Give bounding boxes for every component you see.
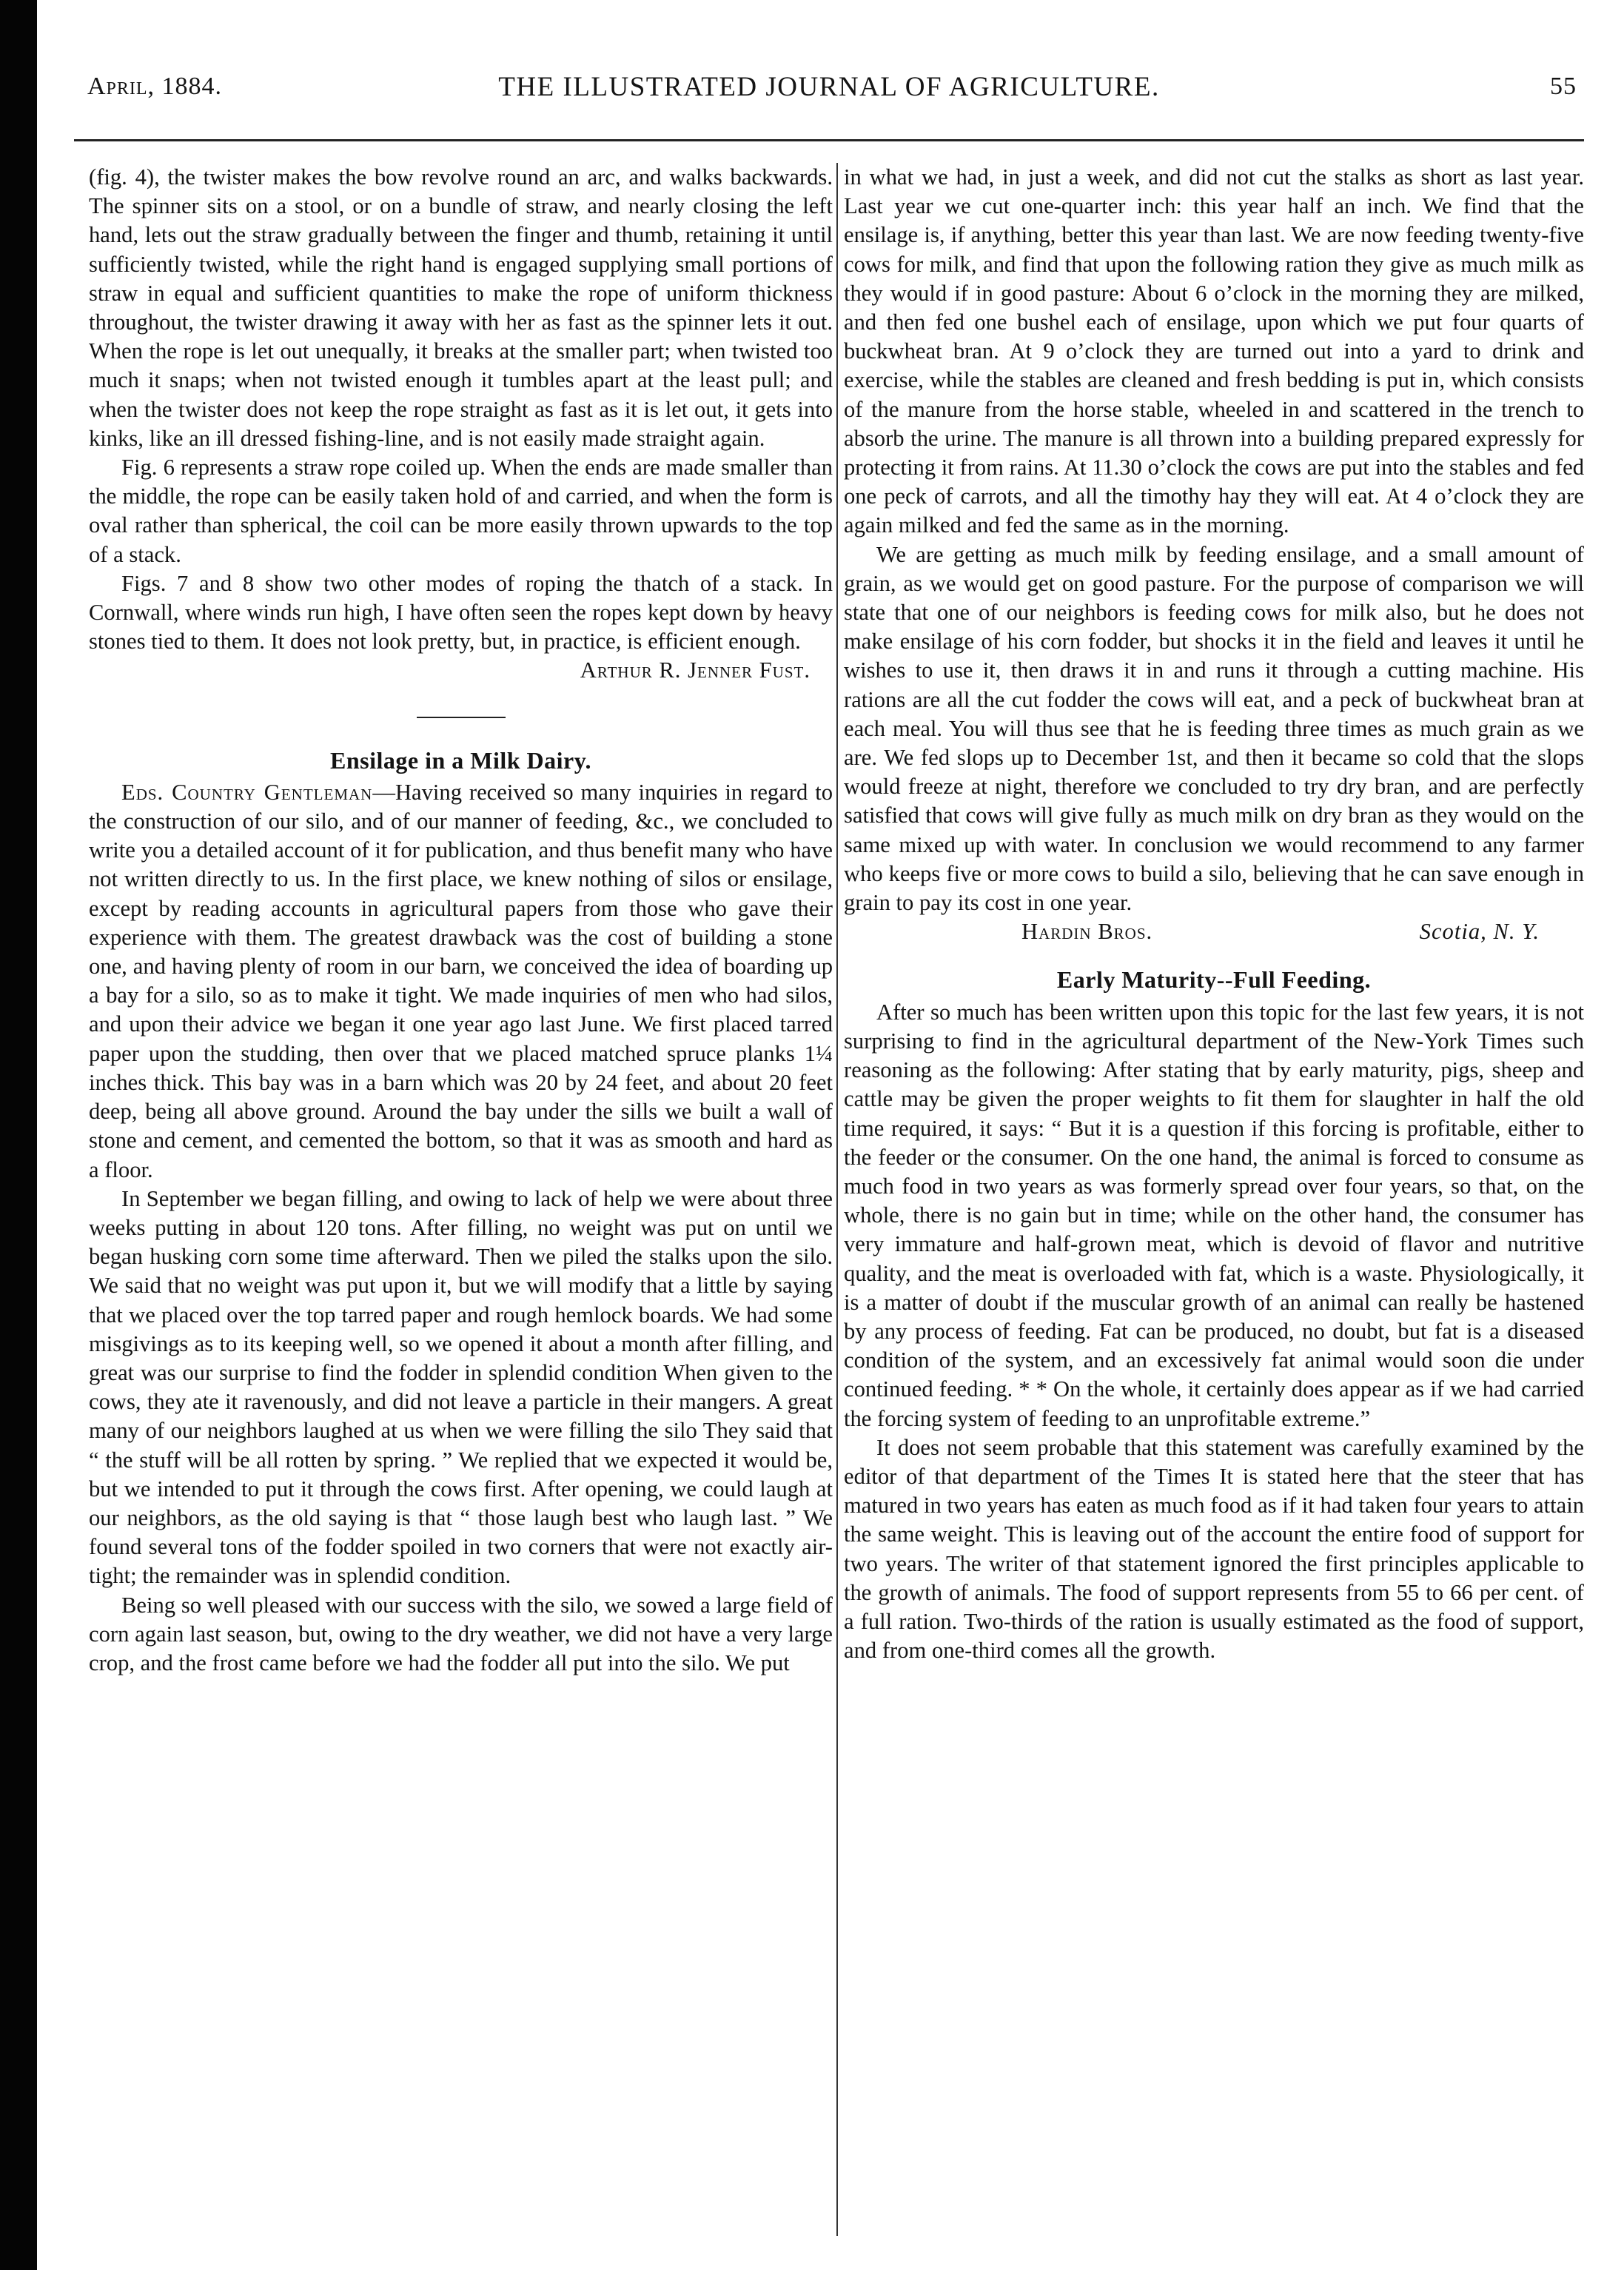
straw-rope-paragraph: Fig. 6 represents a straw rope coiled up. When the ends are made smaller than the middle, the rope can be easily taken hold of and carried, and when the form is oval rather than spherical, the coil can be more easily thrown upwards to the top of a stack. bbox=[89, 455, 833, 567]
maturity-article-heading: Early Maturity--Full Feeding. bbox=[1056, 966, 1372, 994]
right-column bbox=[844, 163, 1584, 2252]
ensilage-salutation: Eds. Country Gentleman bbox=[121, 779, 373, 805]
page-number: 55 bbox=[1550, 73, 1577, 100]
running-head bbox=[74, 68, 1584, 114]
ensilage-signature bbox=[844, 917, 1584, 946]
column-divider bbox=[836, 163, 838, 2236]
signature-place: Scotia, N. Y. bbox=[1419, 919, 1540, 945]
maturity-paragraph: After so much has been written upon this topic for the last few years, it is not surprising to find in the agricultural department of the New-York Times such reasoning as the following: After stating that by early maturity, pigs, sheep and cattle may be given the proper weights to fit them for slaughter in half the old time required, it says: “ But it is a question if this forcing is profitable, either to the feeder or the consumer. On the one hand, the animal is forced to consume as much food in two years as was formerly spread over four years, so that, on the whole, there is no gain but in time; while on the other hand, the consumer has very immature and half-grown meat, which is devoid of flavor and nutritive quality, and the meat is overloaded with fat, which is a waste. Physiologically, it is a matter of doubt if the muscular growth of an animal can really be hastened by any process of feeding. Fat can be produced, no doubt, but fat is a diseased condition of the system, and an excessively fat animal would soon die under continued feeding. * * On the whole, it certainly does appear as if we had carried the forcing system of feeding to an unprofitable extreme.” bbox=[844, 999, 1584, 1431]
signature-name: Hardin Bros. bbox=[1021, 919, 1153, 945]
ensilage-paragraph: We are getting as much milk by feeding ensilage, and a small amount of grain, as we would get on good pasture. For the purpose of comparison we will state that one of our neighbors is feeding cows for milk also, but he does not make ensilage of his corn fodder, but shocks it in the field and leaves it until he wishes to use it, then draws it in and runs it through a cutting machine. His rations are all the cut fodder the cows will eat, and a peck of buckwheat bran at each meal. You will thus see that he is feeding three times as much grain as we are. We fed slops up to December 1st, and then it became so cold that the slops would freeze at night, therefore we concluded to try dry bran, and are perfectly satisfied that cows will give fully as much milk on dry bran as they would on the same mixed up with water. In conclusion we would recommend to any farmer who keeps five or more cows to build a silo, believing that he can save enough in grain to pay its cost in one year. bbox=[844, 541, 1584, 916]
journal-title: THE ILLUSTRATED JOURNAL OF AGRICULTURE. bbox=[498, 72, 1160, 102]
article-columns bbox=[74, 163, 1584, 2252]
straw-rope-paragraph: Figs. 7 and 8 show two other modes of roping the thatch of a stack. In Cornwall, where winds run high, I have often seen the ropes kept down by heavy stones tied to them. It does not look pretty, but, in practice, is efficient enough. bbox=[89, 570, 833, 654]
ensilage-paragraph: Being so well pleased with our success with the silo, we sowed a large field of corn again last season, but, owing to the dry weather, we did not have a very large crop, and the frost came before we had the fodder all put into the silo. We put bbox=[89, 1592, 833, 1675]
straw-rope-paragraph: (fig. 4), the twister makes the bow revolve round an arc, and walks backwards. The spinner sits on a stool, or on a bundle of straw, and nearly closing the left hand, lets out the straw gradually between the finger and thumb, retaining it until sufficiently twisted, while the right hand is engaged supplying small portions of straw in equal and sufficient quantities to make the rope of uniform thickness throughout, the twister drawing it away with her as fast as the spinner lets it out. When the rope is let out unequally, it breaks at the smaller part; when twisted too much it snaps; when not twisted enough it tumbles apart at the least pull; and when the twister does not keep the rope straight as fast as it is let out, it gets into kinks, like an ill dressed fishing-line, and is not easily made straight again. bbox=[89, 164, 833, 451]
ensilage-paragraph: In September we began filling, and owing to lack of help we were about three weeks putting in about 120 tons. After filling, no weight was put on until we began husking corn some time afterward. Then we piled the stalks upon the silo. We said that no weight was put upon it, but we will modify that a little by saying that we placed over the top tarred paper and rough hemlock boards. We had some misgivings as to its keeping well, so we opened it about a month after filling, and great was our surprise to find the fodder in splendid condition When given to the cows, they ate it ravenously, and did not leave a particle in their mangers. A great many of our neighbors laughed at us when we were filling the silo They said that “ the stuff will be all rotten by spring. ” We replied that we expected it would be, but we intended to put it through the cows first. After opening, we could laugh at our neighbors, as the old saying is that “ those laugh best who laugh last. ” We found several tons of the fodder spoiled in two corners that were not exactly air-tight; the remainder was in splendid condition. bbox=[89, 1185, 833, 1589]
ensilage-paragraph: in what we had, in just a week, and did not cut the stalks as short as last year. Last year we cut one-quarter inch: this year half an inch. We find that the ensilage is, if anything, better this year than last. We are now feeding twenty-five cows for milk, and find that upon the following ration they give as much milk as they would if in good pasture: About 6 o’clock in the morning they are milked, and then fed one bushel each of ensilage, upon which we put four quarts of buckwheat bran. At 9 o’clock they are turned out into a yard to drink and exercise, while the stables are cleaned and fresh bedding is put in, which consists of the manure from the horse stable, wheeled in and scattered in the trench to absorb the urine. The manure is all thrown into a building prepared expressly for protecting it from rains. At 11.30 o’clock the cows are put into the stables and fed one peck of carrots, and all the timothy hay they will eat. At 4 o’clock they are again milked and fed the same as in the morning. bbox=[844, 164, 1584, 538]
ensilage-article-heading: Ensilage in a Milk Dairy. bbox=[330, 746, 591, 774]
issue-date: April, 1884. bbox=[87, 73, 223, 100]
maturity-paragraph: It does not seem probable that this statement was carefully examined by the editor of that department of the Times It is stated here that the steer that has matured in two years has eaten as much food as if it had taken four years to attain the same weight. This is leaving out of the account the entire food of support for two years. The writer of that statement ignored the first principles applicable to the growth of animals. The food of support represents from 55 to 66 per cent. of a full ration. Two-thirds of the ration is usually estimated as the food of support, and from one-third comes all the growth. bbox=[844, 1434, 1584, 1664]
journal-page bbox=[74, 68, 1584, 2252]
ensilage-paragraph bbox=[89, 778, 833, 1185]
left-column bbox=[89, 163, 833, 2252]
page-binding-edge bbox=[0, 0, 37, 2270]
author-signature: Arthur R. Jenner Fust. bbox=[580, 657, 811, 683]
ensilage-paragraph-text: —Having received so many inquiries in regard to the construction of our silo, and of our manner of feeding, &c., we concluded to write you a detailed account of it for publication, and thus benefit many who have not written directly to us. In the first place, we knew nothing of silos or ensilage, except by reading accounts in agricultural papers from those who gave their experience with them. The greatest drawback was the cost of building a stone one, and having plenty of room in our barn, we conceived the idea of boarding up a bay for a silo, so as to make it tight. We made inquiries of men who had silos, and upon their advice we began it one year ago last June. We first placed tarred paper upon the studding, then over that we placed matched spruce planks 1¼ inches thick. This bay was in a barn which was 20 by 24 feet, and about 20 feet deep, being all above ground. Around the bay under the sills we built a wall of stone and cement, and cemented the bottom, so that it was as smooth and hard as a floor. bbox=[89, 779, 833, 1182]
header-rule bbox=[74, 139, 1584, 141]
section-divider bbox=[417, 717, 506, 718]
